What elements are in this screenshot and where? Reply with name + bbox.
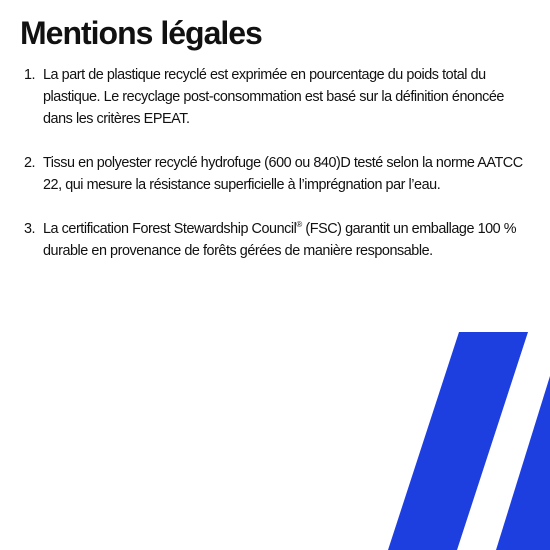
note-number: 3. [24,221,36,237]
registered-mark: ® [296,220,302,229]
note-text-start: La certification Forest Stewardship Council [43,221,297,237]
note-number: 1. [24,67,36,83]
note-number: 2. [24,155,36,171]
note-text: Tissu en polyester recyclé hydrofuge (600 ou 840)D testé selon la norme AATCC 22, qui mesure la résistance superficielle à l’imprégnation par l’eau. [43,155,523,193]
page-title: Mentions légales [20,15,262,51]
note-text-end: (FSC) garantit un emballage 100 % durable en provenance de forêts gérées de manière responsable. [43,221,517,259]
note-text: La part de plastique recyclé est exprimée en pourcentage du poids total du plastique. Le recyclage post-consommation est basé sur la définition énoncée dans les critères EPEAT. [43,67,504,127]
